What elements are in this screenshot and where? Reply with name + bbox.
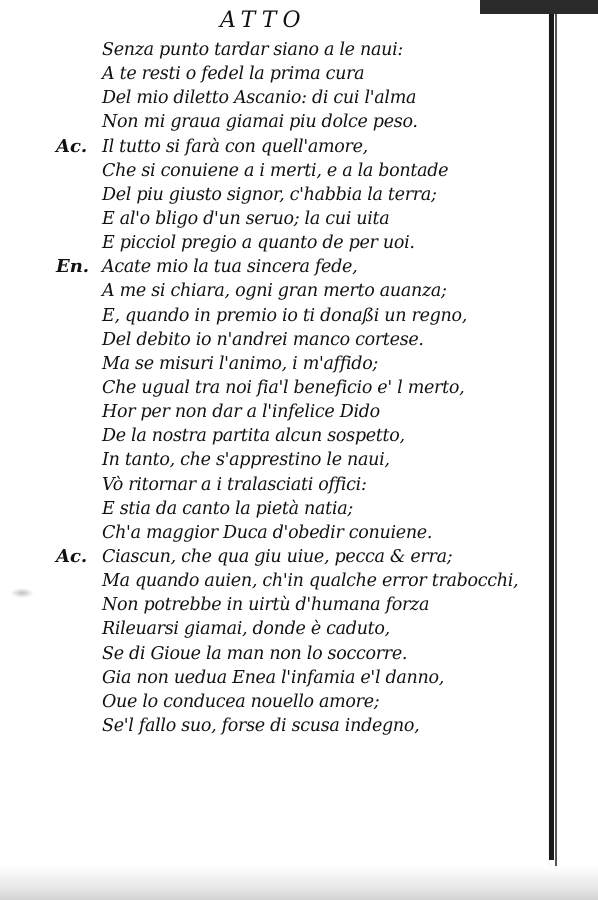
speaker-label: Ac. <box>56 135 88 157</box>
verse-text: Del debito io n'andrei manco cortese. <box>102 329 424 350</box>
verse-text: Non mi graua giamai piu dolce peso. <box>102 112 418 133</box>
verse-text: Del piu giusto signor, c'habbia la terra; <box>102 184 437 205</box>
verse-line <box>0 328 545 352</box>
verse-line <box>0 448 545 472</box>
verse-text: Non potrebbe in uirtù d'humana forza <box>102 595 430 616</box>
verse-line <box>0 135 545 159</box>
verse-text: E, quando in premio io ti donaßi un regno, <box>102 305 468 326</box>
verse-line <box>0 231 545 255</box>
binding-edge <box>549 0 554 860</box>
verse-text: Ciascun, che qua giu uiue, pecca & erra; <box>102 546 453 567</box>
verse-line <box>0 62 545 86</box>
verse-line <box>0 473 545 497</box>
verse-line <box>0 424 545 448</box>
verse-text: A te resti o fedel la prima cura <box>102 64 365 85</box>
verse-line <box>0 666 545 690</box>
verse-block <box>0 38 545 738</box>
verse-text: Acate mio la tua sincera fede, <box>102 257 358 278</box>
verse-line <box>0 110 545 134</box>
verse-line <box>0 714 545 738</box>
verse-text: Che si conuiene a i merti, e a la bontade <box>102 160 449 181</box>
verse-line <box>0 352 545 376</box>
verse-text: Oue lo conducea nouello amore; <box>102 691 380 712</box>
verse-line <box>0 207 545 231</box>
verse-text: Se di Gioue la man non lo soccorre. <box>102 643 408 664</box>
verse-line <box>0 183 545 207</box>
verse-line <box>0 593 545 617</box>
top-corner-shadow <box>480 0 598 14</box>
verse-text: E al'o bligo d'un seruo; la cui uita <box>102 208 390 229</box>
binding-edge-thin <box>555 0 557 900</box>
verse-text: Che ugual tra noi fia'l beneficio e' l merto, <box>102 377 465 398</box>
verse-line <box>0 690 545 714</box>
verse-text: Il tutto si farà con quell'amore, <box>102 136 368 157</box>
verse-text: Ma se misuri l'animo, i m'affido; <box>102 353 379 374</box>
verse-text: In tanto, che s'apprestino le naui, <box>102 450 390 471</box>
speaker-label: En. <box>56 256 90 278</box>
speaker-label: Ac. <box>56 545 88 567</box>
verse-line <box>0 279 545 303</box>
verse-text: Se'l fallo suo, forse di scusa indegno, <box>102 715 420 736</box>
verse-text: Senza punto tardar siano a le naui: <box>102 40 403 60</box>
verse-line <box>0 159 545 183</box>
verse-line <box>0 521 545 545</box>
verse-line <box>0 545 545 569</box>
verse-text: E picciol pregio a quanto de per uoi. <box>102 233 415 254</box>
verse-text: Vò ritornar a i tralasciati offici: <box>102 474 367 495</box>
verse-text: A me si chiara, ogni gran merto auanza; <box>102 281 447 302</box>
verse-text: Gia non ueduа Enea l'infamia e'l danno, <box>102 667 444 688</box>
verse-line <box>0 400 545 424</box>
verse-line <box>0 38 545 62</box>
verse-line <box>0 304 545 328</box>
bottom-shadow <box>0 866 598 900</box>
verse-text: Ma quando auien, ch'in qualche error trabocchi, <box>102 571 519 592</box>
verse-text: Ch'a maggior Duca d'obedir conuiene. <box>102 522 433 543</box>
verse-line <box>0 642 545 666</box>
verse-line <box>0 376 545 400</box>
verse-text: Rileuarsi giamai, donde è caduto, <box>102 619 390 640</box>
verse-line <box>0 86 545 110</box>
verse-text: E stia da canto la pietà natia; <box>102 498 353 519</box>
running-header: ATTO <box>220 8 307 33</box>
verse-line <box>0 617 545 641</box>
verse-text: Del mio diletto Ascanio: di cui l'alma <box>102 88 417 109</box>
verse-line <box>0 255 545 279</box>
verse-line <box>0 569 545 593</box>
verse-text: Hor per non dar a l'infelice Dido <box>102 402 380 423</box>
verse-line <box>0 497 545 521</box>
verse-text: De la nostra partita alcun sospetto, <box>102 426 405 447</box>
